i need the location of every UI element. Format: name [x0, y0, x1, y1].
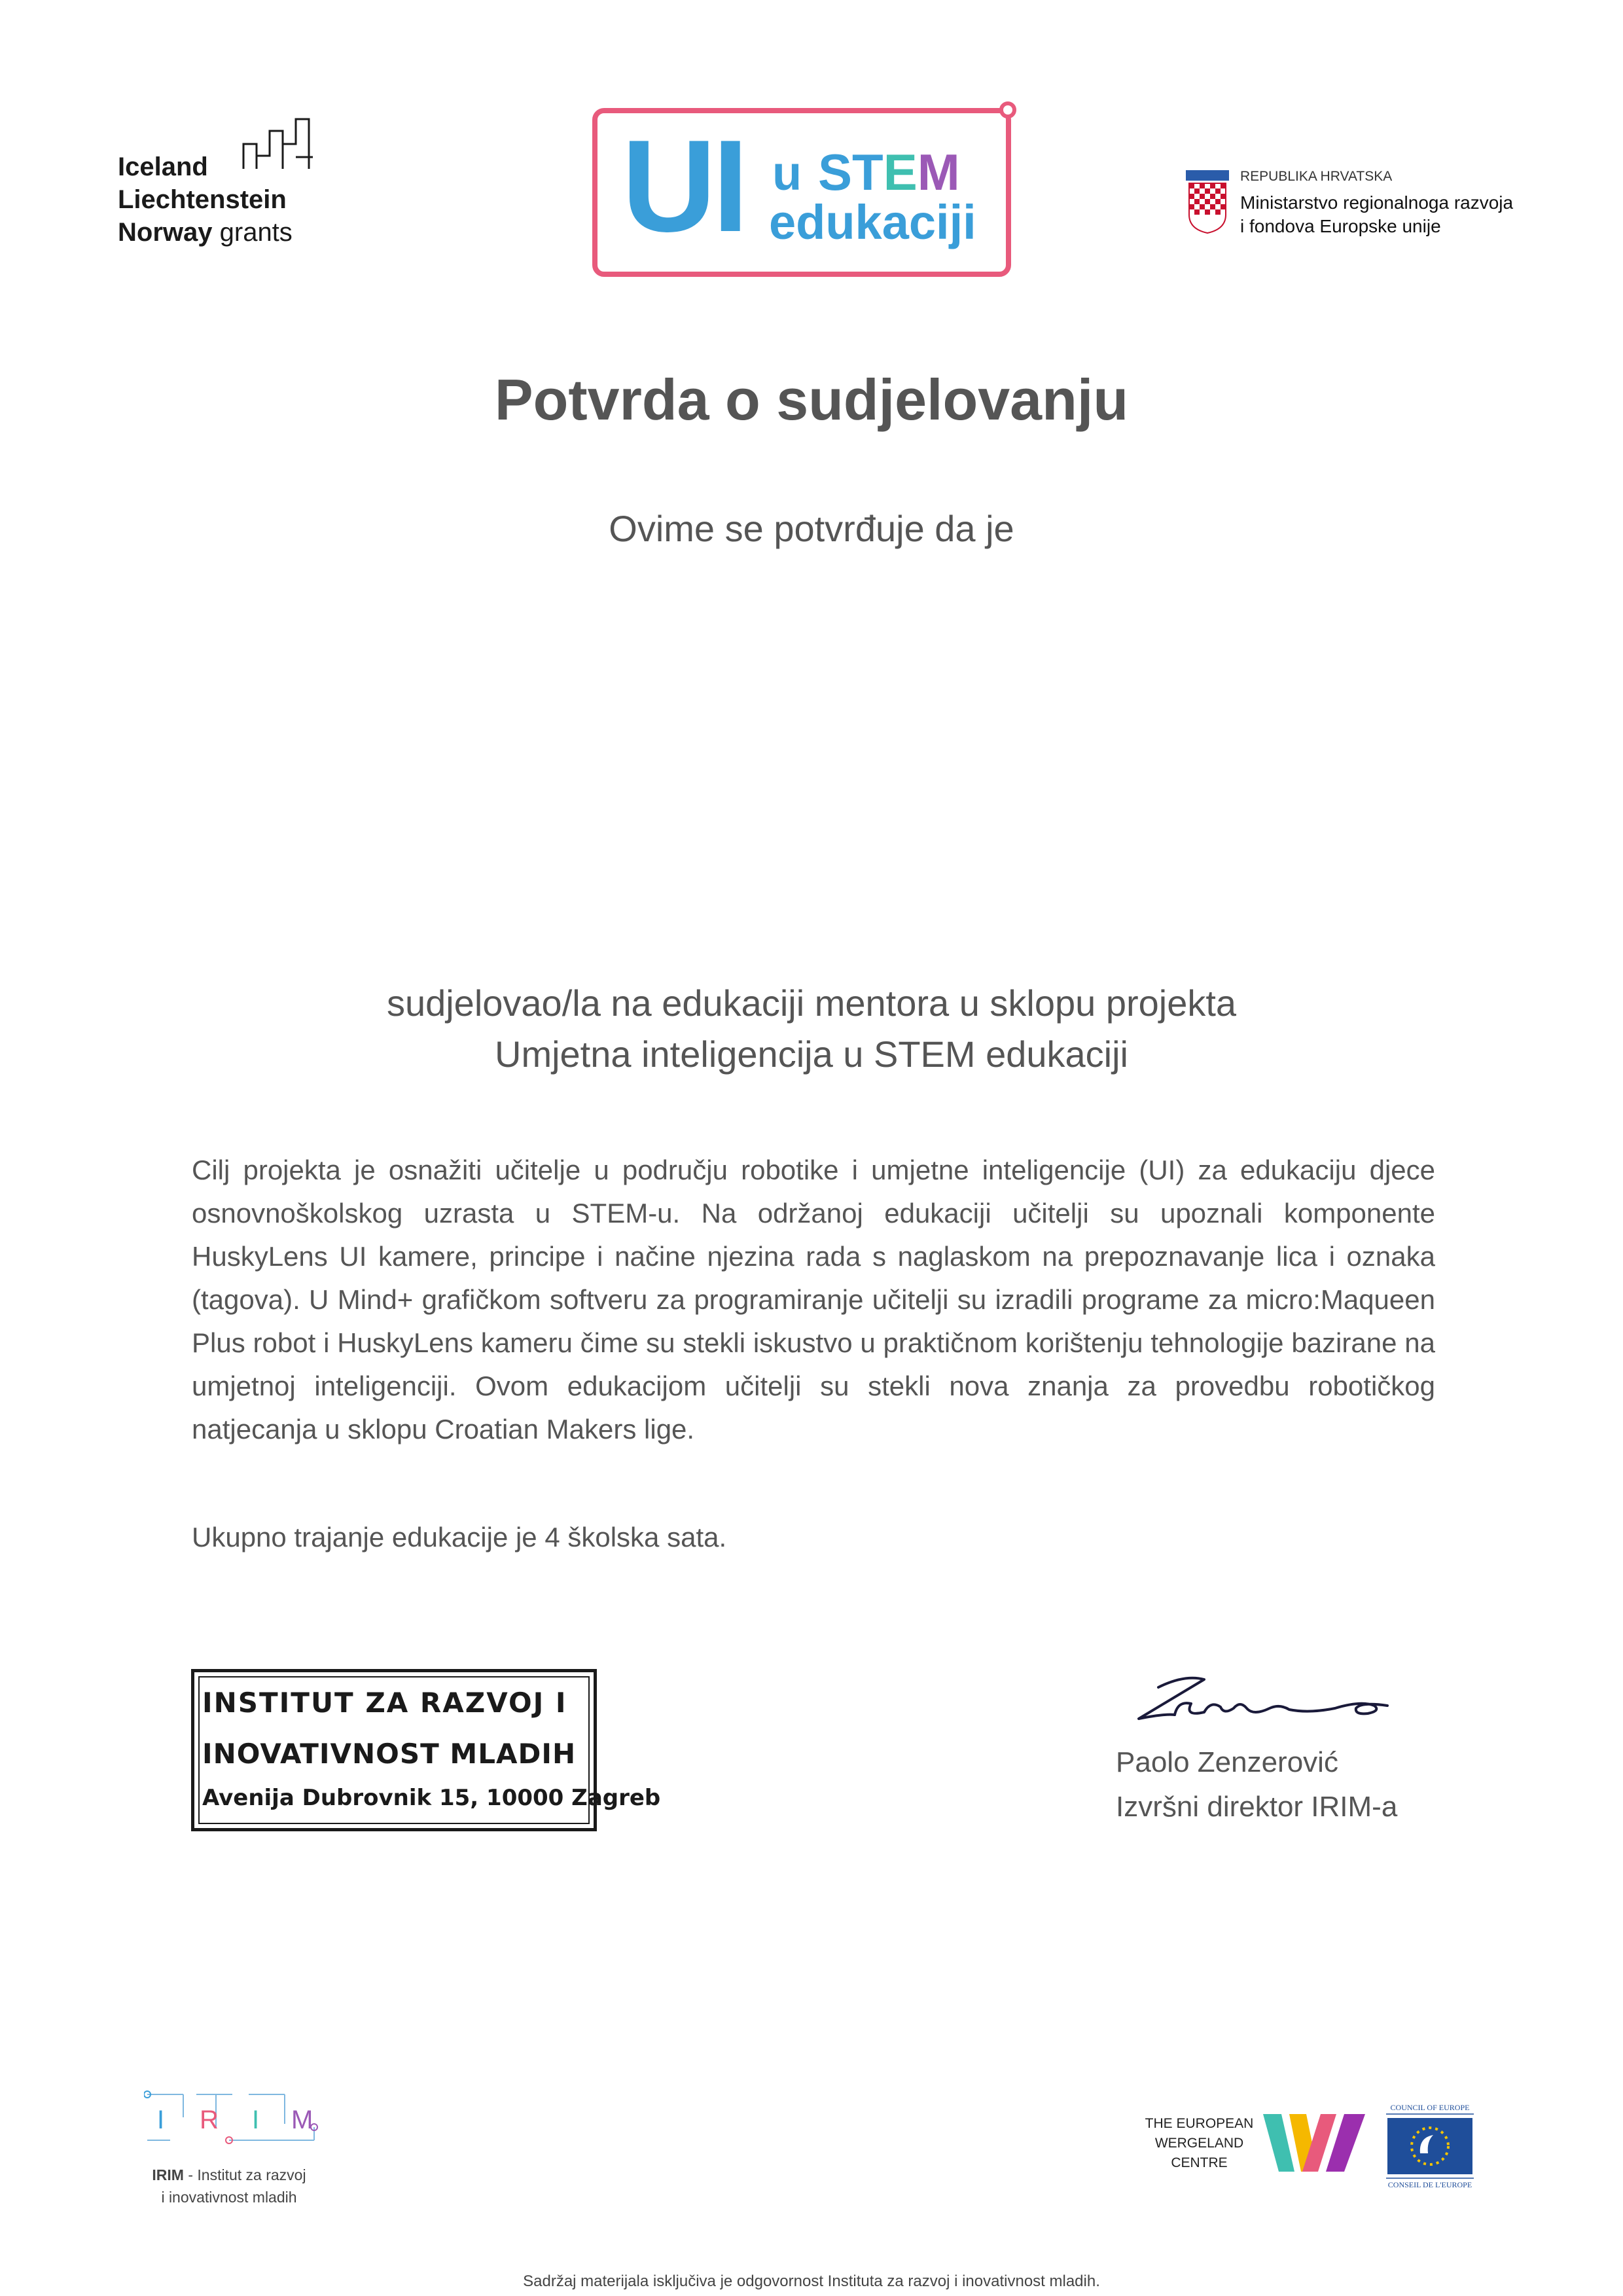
shield-square — [1205, 183, 1210, 188]
wergeland-text — [1142, 2114, 1257, 2173]
irim-letter-r: R — [200, 2106, 219, 2134]
irim-logo-icon — [144, 2088, 321, 2153]
shield-square — [1205, 194, 1210, 199]
shield-square — [1221, 204, 1226, 209]
wergeland-line1: THE EUROPEAN — [1145, 2116, 1254, 2131]
shield-square — [1215, 204, 1221, 209]
irim-caption-bold: IRIM — [152, 2166, 184, 2183]
certificate-subtitle: Ovime se potvrđuje da je — [609, 508, 1014, 549]
signatory-role: Izvršni direktor IRIM-a — [1116, 1791, 1398, 1823]
stem-letter-m: M — [917, 143, 960, 201]
shield-square — [1205, 199, 1210, 204]
stem-letter-t: T — [852, 143, 883, 201]
shield-square — [1194, 183, 1200, 188]
shield-square — [1215, 188, 1221, 194]
project-logo-edukaciji: edukaciji — [769, 195, 976, 249]
shield-square — [1215, 183, 1221, 188]
shield-square — [1200, 209, 1205, 215]
shield-square — [1189, 199, 1194, 204]
wergeland-line2: WERGELAND — [1154, 2136, 1244, 2151]
wergeland-line3: CENTRE — [1171, 2155, 1228, 2170]
project-logo-stem — [818, 143, 960, 201]
stamp-line2: INOVATIVNOST MLADIH — [202, 1738, 577, 1770]
irim-caption-line1 — [118, 2166, 340, 2184]
coe-top-text: COUNCIL OF EUROPE — [1390, 2103, 1470, 2112]
shield-square — [1189, 183, 1194, 188]
ministry-logo — [1185, 164, 1525, 249]
stamp-line3: Avenija Dubrovnik 15, 10000 Zagreb — [202, 1785, 661, 1811]
shield-square — [1200, 183, 1205, 188]
project-logo-dot — [999, 101, 1016, 118]
shield-square — [1210, 188, 1215, 194]
shield-square — [1221, 188, 1226, 194]
ministry-republic: REPUBLIKA HRVATSKA — [1240, 169, 1393, 184]
shield-square — [1200, 188, 1205, 194]
shield-square — [1215, 199, 1221, 204]
participation-line2: Umjetna inteligencija u STEM edukaciji — [495, 1033, 1128, 1075]
shield-square — [1221, 183, 1226, 188]
shield-square — [1189, 209, 1194, 215]
shield-square — [1205, 188, 1210, 194]
shield-square — [1189, 188, 1194, 194]
project-logo-u: u — [772, 146, 802, 200]
footer-disclaimer: Sadržaj materijala isključiva je odgovornost Instituta za razvoj i inovativnost mladih. — [523, 2272, 1100, 2290]
participation-line1: sudjelovao/la na edukaciji mentora u sklopu projekta — [386, 982, 1237, 1024]
stamp-line1: INSTITUT ZA RAZVOJ I — [202, 1687, 567, 1719]
shield-square — [1210, 209, 1215, 215]
shield-square — [1194, 188, 1200, 194]
shield-square — [1189, 194, 1194, 199]
shield-square — [1221, 194, 1226, 199]
irim-letter-m: M — [291, 2106, 313, 2134]
eea-grants: grants — [219, 218, 293, 247]
croatian-coat-of-arms-icon — [1185, 169, 1230, 234]
eea-line-norway — [118, 216, 293, 249]
shield-square — [1194, 204, 1200, 209]
project-logo-ui: UI — [622, 113, 745, 259]
certificate-duration: Ukupno trajanje edukacije je 4 školska sata. — [192, 1522, 727, 1552]
institution-stamp — [191, 1669, 661, 1831]
shield-square — [1210, 204, 1215, 209]
eea-line-iceland: Iceland — [118, 152, 208, 181]
shield-square — [1200, 194, 1205, 199]
eea-grants-mark-icon — [242, 118, 314, 170]
shield-square — [1205, 204, 1210, 209]
ministry-line1: Ministarstvo regionalnoga razvoja — [1240, 192, 1514, 213]
irim-caption-line2: i inovativnost mladih — [161, 2189, 297, 2206]
shield-square — [1194, 209, 1200, 215]
shield-square — [1194, 199, 1200, 204]
certificate-body: Cilj projekta je osnažiti učitelje u području robotike i umjetne inteligencije (UI) za edukaciju djece osnovnoškolskog uzrasta u STEM-u. Na održanoj edukaciji učitelji su upoznali komponente HuskyLens UI kamere, principe i načine njezina rada s naglaskom na prepoznavanje lica i oznaka (tagova). U Mind+ grafičkom softveru za programiranje učitelji su izradili programe za micro:Maqueen Plus robot i HuskyLens kameru čime su stekli iskustvo u praktičnom korištenju tehnologije bazirane na umjetnoj inteligenciji. Ovom edukacijom učitelji su stekli nova znanja za provedbu robotičkog natjecanja u sklopu Croatian Makers lige. — [192, 1155, 1435, 1444]
eea-line-liechtenstein: Liechtenstein — [118, 185, 287, 214]
shield-square — [1210, 199, 1215, 204]
signatory-name: Paolo Zenzerović — [1116, 1746, 1338, 1778]
shield-square — [1200, 204, 1205, 209]
certificate-title: Potvrda o sudjelovanju — [494, 367, 1129, 432]
shield-square — [1221, 209, 1226, 215]
handwritten-signature — [1113, 1668, 1420, 1740]
shield-square — [1194, 194, 1200, 199]
irim-letter-i2: I — [252, 2106, 260, 2134]
stem-letter-e: E — [883, 143, 918, 201]
shield-square — [1200, 199, 1205, 204]
coe-bottom-text: CONSEIL DE L'EUROPE — [1387, 2180, 1472, 2189]
eea-grants-logo — [118, 118, 340, 262]
ministry-line2: i fondova Europske unije — [1240, 216, 1441, 236]
irim-letter-i1: I — [157, 2106, 165, 2134]
shield-square — [1205, 209, 1210, 215]
irim-caption-rest: - Institut za razvoj — [183, 2166, 306, 2183]
wergeland-w-icon — [1263, 2113, 1368, 2173]
stem-letter-s: S — [818, 143, 853, 201]
eea-norway: Norway — [118, 218, 213, 247]
project-logo — [592, 108, 1024, 285]
council-of-europe-logo-icon — [1381, 2101, 1479, 2189]
shield-square — [1221, 199, 1226, 204]
shield-square — [1210, 183, 1215, 188]
shield-square — [1210, 194, 1215, 199]
shield-square — [1215, 194, 1221, 199]
shield-square — [1215, 209, 1221, 215]
shield-square — [1189, 204, 1194, 209]
